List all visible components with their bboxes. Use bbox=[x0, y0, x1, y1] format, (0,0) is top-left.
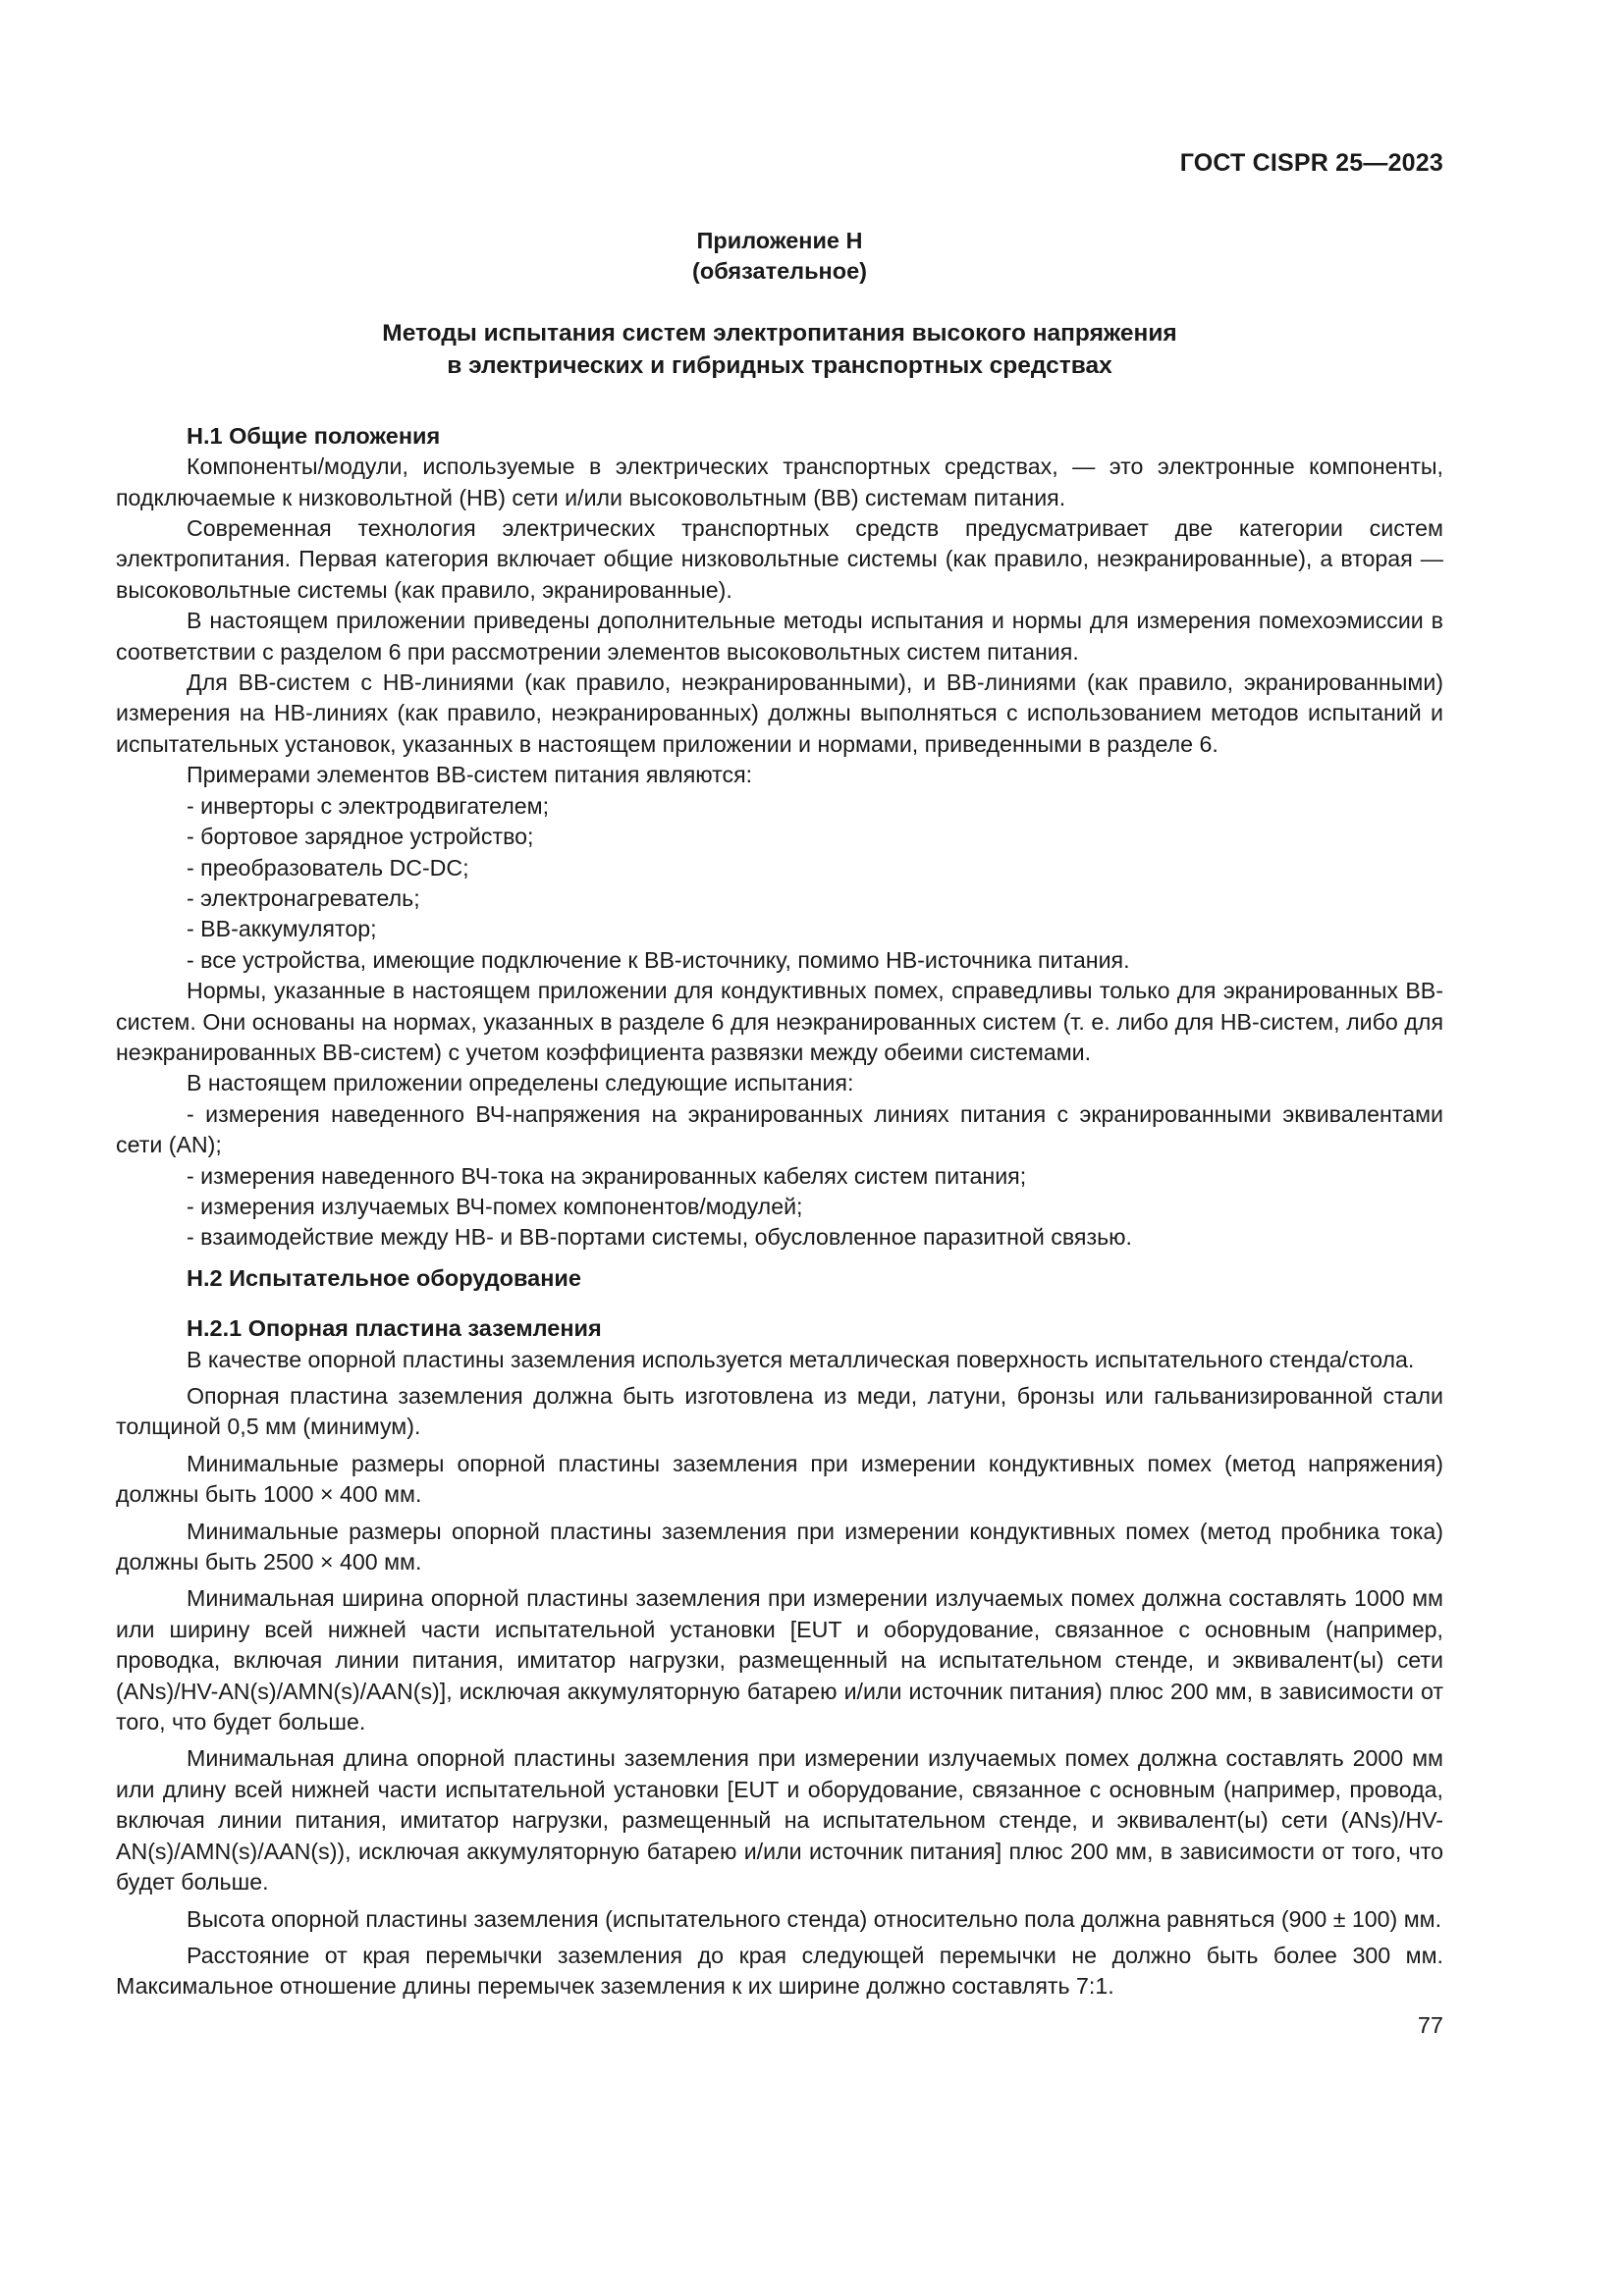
list-item: - ВВ-аккумулятор; bbox=[187, 916, 377, 942]
examples-list bbox=[116, 791, 1443, 976]
annex-title: Приложение Н bbox=[696, 228, 863, 253]
h1-paragraph-2: Современная технология электрических транспортных средств предусматривает две категории систем электропитания. Первая категория включает общие низковольтные системы (как правило, неэкранированные), а вторая — высоковольтные системы (как правило, экранированные). bbox=[116, 515, 1443, 603]
h1-paragraph-5: Примерами элементов ВВ-систем питания являются: bbox=[187, 762, 753, 788]
h1-paragraph-1: Компоненты/модули, используемые в электрических транспортных средствах, — это электронные компоненты, подключаемые к низковольтной (НВ) сети и/или высоковольтным (ВВ) системам питания. bbox=[116, 454, 1443, 510]
list-item: - все устройства, имеющие подключение к ВВ-источнику, помимо НВ-источника питания. bbox=[187, 946, 1130, 973]
h1-paragraph-4: Для ВВ-систем с НВ-линиями (как правило, неэкранированными), и ВВ-линиями (как правило, экранированными) измерения на НВ-линиях (как правило, неэкранированных) должны выполняться с использованием методов испытаний и испытательных установок, указанных в настоящем приложении и нормами, приведенными в разделе 6. bbox=[116, 669, 1443, 757]
h21-paragraph-1: В качестве опорной пластины заземления используется металлическая поверхность испытательного стенда/стола. bbox=[187, 1346, 1415, 1372]
h21-paragraph-6: Минимальная длина опорной пластины заземления при измерении излучаемых помех должна составлять 2000 мм или длину всей нижней части испытательной установки [EUT и оборудование, связанное с основным (например, провода, включая линии питания, имитатор нагрузки, размещенный на испытательном стенде, и эквивалент(ы) сети (ANs)/HV-AN(s)/AMN(s)/AAN(s)), исключая аккумуляторную батарею и/или источник питания] плюс 200 мм, в зависимости от того, что будет больше. bbox=[116, 1745, 1443, 1896]
list-item: - бортовое зарядное устройство; bbox=[187, 824, 534, 850]
list-item: - преобразователь DC-DC; bbox=[187, 854, 469, 881]
h21-paragraph-4: Минимальные размеры опорной пластины заземления при измерении кондуктивных помех (метод пробника тока) должны быть 2500 × 400 мм. bbox=[116, 1518, 1443, 1575]
main-title-line-1: Методы испытания систем электропитания высокого напряжения bbox=[382, 319, 1177, 347]
h1-paragraph-6: Нормы, указанные в настоящем приложении для кондуктивных помех, справедливы только для экранированных ВВ-систем. Они основаны на нормах, указанных в разделе 6 для неэкранированных систем (т. е. либо для НВ-систем, либо для неэкранированных ВВ-систем) с учетом коэффициента развязки между обеими системами. bbox=[116, 978, 1443, 1065]
annex-main-title bbox=[116, 317, 1443, 382]
h21-paragraph-7: Высота опорной пластины заземления (испытательного стенда) относительно пола должна равняться (900 ± 100) мм. bbox=[187, 1905, 1442, 1932]
h1-paragraph-3: В настоящем приложении приведены дополнительные методы испытания и нормы для измерения помехоэмиссии в соответствии с разделом 6 при рассмотрении элементов высоковольтных систем питания. bbox=[116, 608, 1443, 665]
section-h2-heading: Н.2 Испытательное оборудование bbox=[187, 1264, 581, 1291]
page-content bbox=[116, 226, 1443, 2002]
h21-paragraph-3: Минимальные размеры опорной пластины заземления при измерении кондуктивных помех (метод напряжения) должны быть 1000 × 400 мм. bbox=[116, 1450, 1443, 1508]
list-item: - инверторы с электродвигателем; bbox=[187, 792, 550, 819]
list-item: - взаимодействие между НВ- и ВВ-портами системы, обусловленное паразитной связью. bbox=[187, 1224, 1132, 1251]
page-number: 77 bbox=[1417, 2012, 1443, 2038]
list-item: - измерения излучаемых ВЧ-помех компонентов/модулей; bbox=[187, 1193, 803, 1219]
h21-paragraph-8: Расстояние от края перемычки заземления до края следующей перемычки не должно быть более 300 мм. Максимальное отношение длины перемычек заземления к их ширине должно составлять 7:1. bbox=[116, 1942, 1443, 2000]
h21-paragraph-5: Минимальная ширина опорной пластины заземления при измерении излучаемых помех должна составлять 1000 мм или ширину всей нижней части испытательной установки [EUT и оборудование, связанное с основным (например, проводка, включая линии питания, имитатор нагрузки, размещенный на испытательном стенде, и эквивалент(ы) сети (ANs)/HV-AN(s)/AMN(s)/AAN(s)], исключая аккумуляторную батарею и/или источник питания) плюс 200 мм, в зависимости от того, что будет больше. bbox=[116, 1585, 1443, 1735]
list-item: - электронагреватель; bbox=[187, 884, 420, 911]
tests-list bbox=[116, 1099, 1443, 1254]
h1-paragraph-7: В настоящем приложении определены следующие испытания: bbox=[187, 1070, 854, 1096]
main-title-line-2: в электрических и гибридных транспортных средствах bbox=[447, 351, 1112, 379]
section-h1-heading: Н.1 Общие положения bbox=[187, 422, 441, 449]
section-h21-heading: Н.2.1 Опорная пластина заземления bbox=[187, 1315, 602, 1342]
annex-heading bbox=[116, 226, 1443, 288]
annex-status: (обязательное) bbox=[692, 258, 867, 285]
list-item: - измерения наведенного ВЧ-тока на экранированных кабелях систем питания; bbox=[187, 1162, 1027, 1189]
h21-paragraph-2: Опорная пластина заземления должна быть изготовлена из меди, латуни, бронзы или гальванизированной стали толщиной 0,5 мм (минимум). bbox=[116, 1383, 1443, 1440]
list-item: - измерения наведенного ВЧ-напряжения на экранированных линиях питания с экранированными эквивалентами сети (AN); bbox=[116, 1100, 1443, 1158]
standard-designation: ГОСТ CISPR 25—2023 bbox=[1179, 149, 1443, 177]
